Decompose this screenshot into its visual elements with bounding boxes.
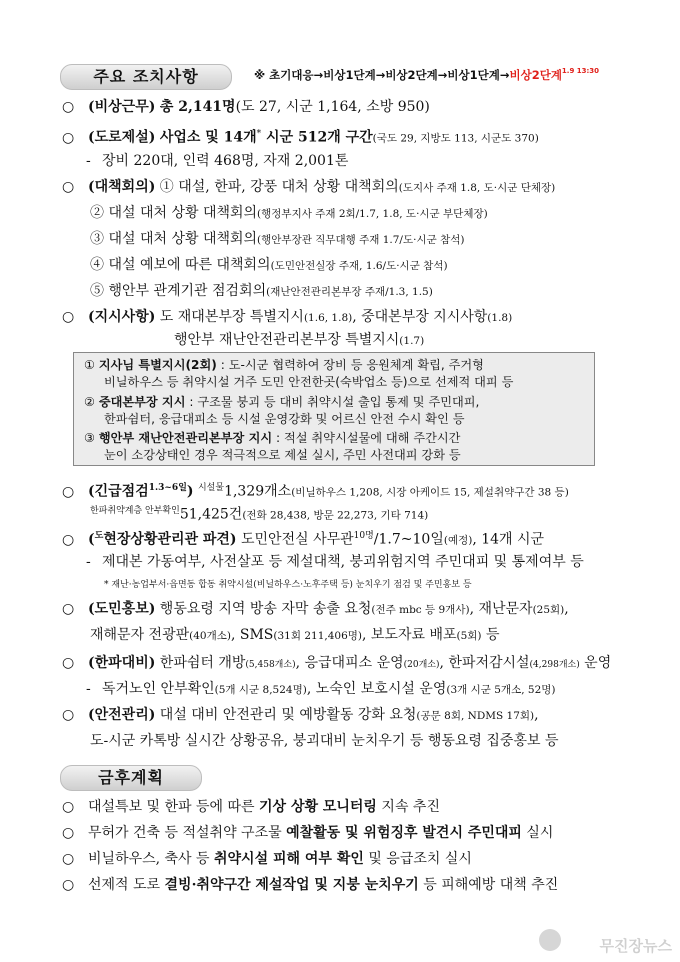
publicity-text: 재해문자 전광판	[90, 627, 190, 643]
meeting-line-3	[90, 228, 464, 251]
comma: ,	[564, 601, 569, 617]
dispatch-line	[62, 525, 544, 552]
bullet: ○	[62, 601, 75, 617]
box-line-5	[84, 430, 460, 446]
publicity-text-3: , 보도자료 배포	[362, 627, 457, 643]
box-line-3	[84, 394, 479, 410]
equipment-line	[86, 150, 348, 172]
publicity-line-1	[62, 598, 569, 621]
box-line-2	[104, 374, 513, 390]
publicity-text: 행동요령 지역 방송 자막 송출 요청	[155, 601, 372, 617]
emergency-total: 총 2,141명	[159, 99, 236, 115]
num: ①	[84, 358, 95, 372]
plan-line-1	[62, 796, 440, 818]
bullet: ○	[62, 707, 75, 723]
item-head: (대책회의)	[88, 179, 156, 195]
bullet: ○	[62, 851, 75, 867]
detail: (5개 시군 8,524명)	[214, 684, 307, 696]
box-head: 중대본부장 지시	[98, 395, 186, 409]
item-head-end: 현장상황관리관 파견)	[103, 531, 237, 548]
detail: (전화 28,438, 방문 22,273, 기타 714)	[242, 509, 429, 522]
road-text: 사업소 및 14개	[159, 129, 257, 146]
bullet: ○	[62, 309, 75, 325]
coldwave-text-3: , 한파저감시설	[439, 655, 530, 671]
head-sup: 도	[94, 531, 104, 541]
box-text: 눈이 소강상태인 경우 적극적으로 제설 실시, 주민 사전대피 강화 등	[104, 448, 461, 462]
detail: (도민안전실장 주재, 1.6/도·시군 참석)	[270, 260, 448, 272]
coldwave-text-2: , 응급대피소 운영	[295, 655, 404, 671]
directive-text: 도 재대본부장 특별지시	[155, 309, 304, 325]
detail-2: (20개소)	[403, 660, 440, 670]
detail: (1.7)	[399, 335, 425, 347]
box-head: 지사님 특별지시(2회)	[98, 358, 217, 372]
escalation-prefix: ※ 초기대응→비상1단계→비상2단계→비상1단계→	[254, 68, 510, 82]
box-head: 행안부 재난안전관리본부장 지시	[98, 431, 273, 445]
publicity-text-2: , SMS	[230, 627, 274, 643]
detail-2: (1.8)	[487, 312, 513, 324]
dispatch-detail-line	[86, 551, 584, 573]
detail: (행정부지사 주재 2회/1.7, 1.8, 도·시군 부단체장)	[257, 208, 488, 220]
escalation-time: 1.9 13:30	[561, 67, 600, 75]
meeting-line-5	[90, 280, 433, 303]
item-head: (한파대비)	[88, 655, 156, 671]
box-text: 비닐하우스 등 취약시설 거주 도민 안전한곳(숙박업소 등)으로 선제적 대피 등	[104, 375, 514, 389]
dispatch-cities: , 14개 시군	[472, 531, 545, 548]
watermark-logo-icon	[539, 929, 561, 951]
dispatch-sup: 10명	[353, 531, 374, 541]
coldwave-text: 한파쉼터 개방	[155, 655, 246, 671]
safety-line-2	[90, 730, 558, 752]
footnote-text: * 재난·농업부서·읍면동 합동 취약시설(비닐하우스·노후주택 등) 눈치우기 점검 및 주민홍보 등	[104, 580, 472, 590]
plan-text-end: 및 응급조치 실시	[363, 851, 472, 867]
detail-3: (5회)	[456, 630, 482, 642]
detail: (1.6, 1.8)	[303, 312, 353, 324]
plan-text: 무허가 건축 등 적설취약 구조물	[88, 825, 287, 841]
detail: (도 27, 시군 1,164, 소방 950)	[235, 99, 430, 115]
detail: (국도 29, 지방도 113, 시군도 370)	[372, 132, 539, 145]
dash: -	[86, 681, 91, 697]
dispatch-footnote	[104, 574, 472, 596]
plan-text: 선제적 도로	[88, 877, 165, 893]
coldwave-line-2	[86, 678, 556, 701]
safety-text: 대설 대비 안전관리 및 예방활동 강화 요청	[155, 707, 417, 723]
box-text: : 구조물 붕괴 등 대비 취약시설 출입 통제 및 주민대피,	[185, 395, 480, 409]
plan-text: 비닐하우스, 축사 등	[88, 851, 214, 867]
directive-text-2: , 중대본부장 지시사항	[352, 309, 488, 325]
detail: (비닐하우스 1,208, 시장 아케이드 15, 제설취약구간 38 등)	[291, 486, 569, 499]
meeting-text: ① 대설, 한파, 강풍 대처 상황 대책회의	[155, 179, 399, 195]
equipment-text: 장비 220대, 인력 468명, 자재 2,001톤	[102, 153, 349, 169]
coldwave-text: 독거노인 안부확인	[102, 681, 215, 697]
item-head-end: )	[186, 483, 194, 500]
plan-emphasis: 취약시설 피해 여부 확인	[214, 851, 364, 867]
publicity-text-4: 등	[481, 627, 500, 643]
coldwave-text-4: 운영	[579, 655, 612, 671]
directives-box	[73, 352, 595, 466]
item-head: (	[88, 531, 95, 548]
detail: (40개소)	[189, 630, 231, 642]
box-line-4	[104, 411, 465, 427]
meeting-text: ④ 대설 예보에 따른 대책회의	[90, 257, 271, 273]
comma: ,	[534, 707, 539, 723]
meeting-text: ② 대설 대처 상황 대책회의	[90, 205, 258, 221]
num: ③	[84, 431, 95, 445]
meeting-line-2	[90, 202, 488, 225]
directive-line-1	[62, 306, 512, 329]
plan-line-3	[62, 848, 472, 870]
head-sup: 1.3~6일	[148, 483, 187, 493]
bullet: ○	[62, 483, 75, 500]
plan-text: 대설특보 및 한파 등에 따른	[88, 799, 260, 815]
section-title-future-plan: 금후계획	[60, 765, 202, 791]
emergency-duty-line	[62, 96, 430, 118]
plan-emphasis: 예찰활동 및 위험징후 발견시 주민대피	[286, 825, 522, 841]
bullet: ○	[62, 129, 75, 146]
box-text: : 도-시군 협력하여 장비 등 응원체계 확립, 주거형	[216, 358, 484, 372]
escalation-current: 비상2단계	[509, 68, 562, 82]
bullet: ○	[62, 799, 75, 815]
item-head: (도민홍보)	[88, 601, 156, 617]
item-head: (긴급점검	[88, 483, 149, 500]
box-text: : 적설 취약시설물에 대해 주간시간	[272, 431, 461, 445]
watermark: 무진장뉴스	[599, 937, 672, 955]
safety-text: 도-시군 카톡방 실시간 상황공유, 붕괴대비 눈치우기 등 행동요령 집중홍보 등	[90, 733, 559, 749]
detail: (5,458개소)	[245, 660, 296, 670]
directive-line-2	[174, 329, 424, 352]
bullet: ○	[62, 655, 75, 671]
box-line-1	[84, 357, 484, 373]
detail: (전주 mbc 등 9개사)	[371, 604, 470, 616]
detail: (도지사 주재 1.8, 도·시군 단체장)	[398, 182, 556, 194]
plan-line-2	[62, 822, 553, 844]
detail-3: (4,298개소)	[529, 660, 580, 670]
dash: -	[86, 153, 91, 169]
inspection-line-2	[90, 500, 428, 527]
road-sections: 시군 512개 구간	[261, 129, 373, 146]
plan-text-end: 등 피해예방 대책 추진	[418, 877, 559, 893]
dispatch-detail: 제대본 가동여부, 사전살포 등 제설대책, 붕괴위험지역 주민대피 및 통제여부 등	[102, 554, 584, 570]
coldwave-line-1	[62, 652, 611, 676]
welfare-label: 한파취약계층 안부확인	[90, 506, 180, 516]
facility-count: 1,329개소	[224, 483, 292, 500]
plan-emphasis: 결빙·취약구간 제설작업 및 지붕 눈치우기	[164, 877, 419, 893]
facility-label: 시설물	[197, 483, 225, 493]
detail: (행안부장관 직무대행 주재 1.7/도·시군 참석)	[257, 234, 465, 246]
welfare-count: 51,425건	[179, 506, 243, 523]
dash: -	[86, 554, 91, 570]
dispatch-text: 도민안전실 사무관	[236, 531, 354, 548]
coldwave-text-2: , 노숙인 보호시설 운영	[306, 681, 447, 697]
box-text: 한파쉼터, 응급대피소 등 시설 운영강화 및 어르신 안전 수시 확인 등	[104, 412, 465, 426]
item-head: (안전관리)	[88, 707, 156, 723]
safety-line-1	[62, 704, 539, 727]
plan-line-4	[62, 874, 558, 896]
meeting-line-1	[62, 176, 555, 199]
bullet: ○	[62, 877, 75, 893]
item-head: (지시사항)	[88, 309, 156, 325]
bullet: ○	[62, 179, 75, 195]
detail-2: (31회 211,406명)	[273, 630, 362, 642]
num: ②	[84, 395, 95, 409]
publicity-line-2	[90, 624, 500, 647]
detail: (재난안전관리본부장 주재/1.3, 1.5)	[266, 286, 433, 298]
plan-emphasis: 기상 상황 모니터링	[259, 799, 377, 815]
item-head: (비상근무)	[88, 99, 156, 115]
detail-2: (3개 시군 5개소, 52명)	[446, 684, 556, 696]
meeting-line-4	[90, 254, 448, 277]
plan-text-end: 실시	[521, 825, 554, 841]
directive-text: 행안부 재난안전관리본부장 특별지시	[174, 332, 400, 348]
detail: (예정)	[443, 534, 473, 547]
bullet: ○	[62, 825, 75, 841]
escalation-note	[254, 67, 599, 83]
dispatch-period: /1.7~10일	[373, 531, 444, 548]
item-head: (도로제설)	[88, 129, 156, 146]
bullet: ○	[62, 99, 75, 115]
detail-2: (25회)	[532, 604, 565, 616]
plan-text-end: 지속 추진	[376, 799, 440, 815]
meeting-text: ③ 대설 대처 상황 대책회의	[90, 231, 258, 247]
box-line-6	[104, 447, 461, 463]
section-title-main-actions: 주요 조치사항	[60, 64, 232, 90]
bullet: ○	[62, 531, 75, 548]
footnote-mark: *	[256, 129, 262, 139]
publicity-text-2: , 재난문자	[469, 601, 533, 617]
meeting-text: ⑤ 행안부 관계기관 점검회의	[90, 283, 267, 299]
detail: (공문 8회, NDMS 17회)	[416, 710, 535, 722]
road-snow-line	[62, 123, 539, 150]
